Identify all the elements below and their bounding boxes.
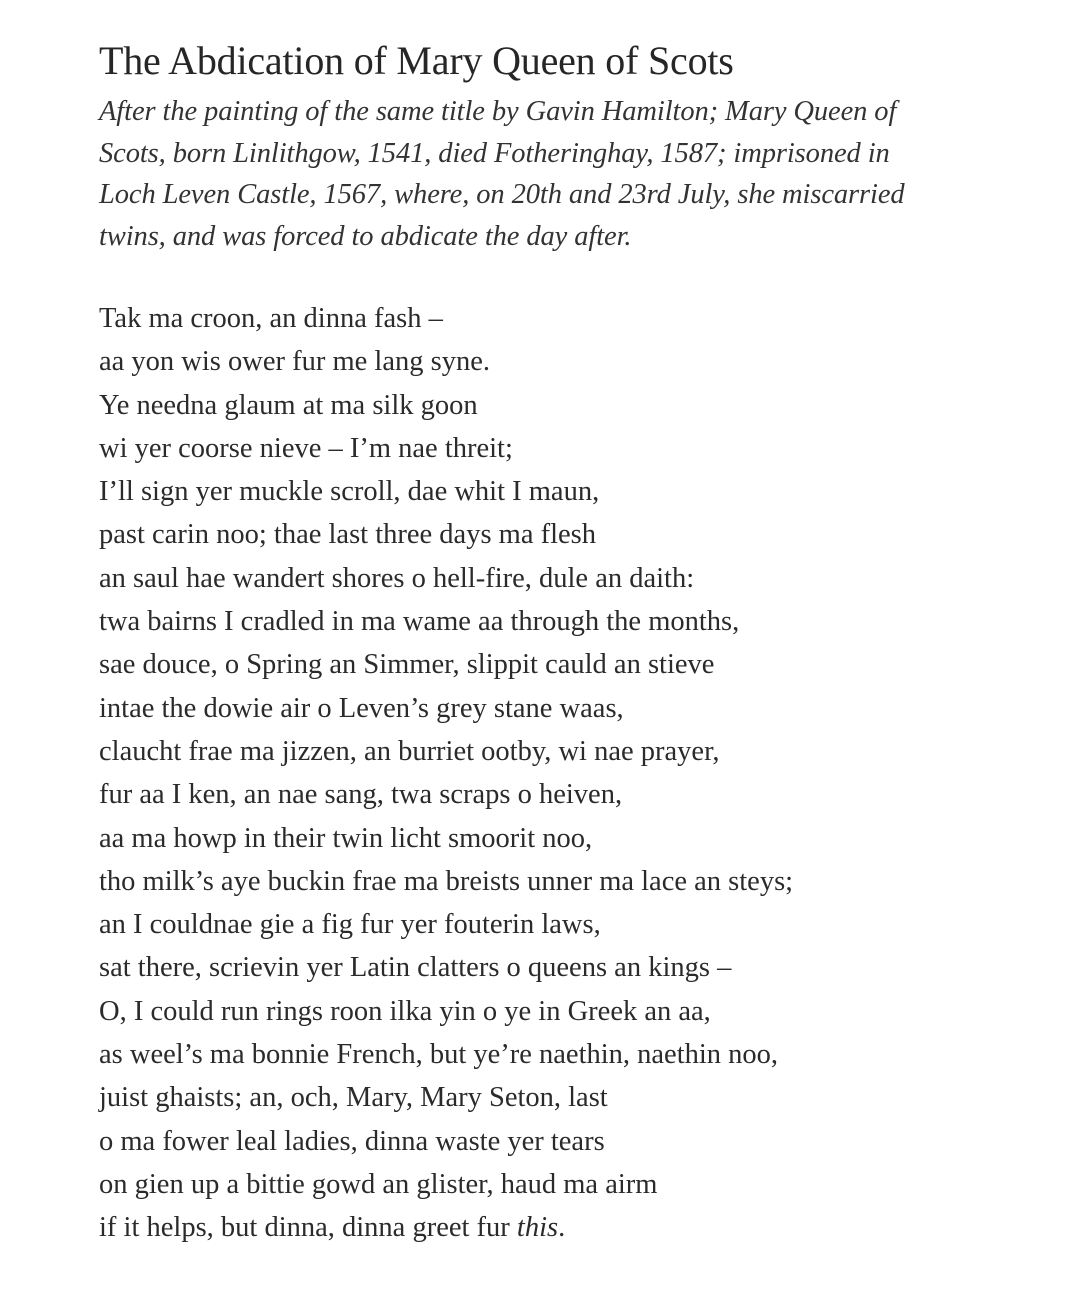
- verse-line: aa yon wis ower fur me lang syne.: [99, 346, 490, 378]
- verse-line: past carin noo; thae last three days ma flesh: [99, 519, 596, 551]
- verse-line: juist ghaists; an, och, Mary, Mary Seton, last: [99, 1082, 608, 1114]
- verse-line: Ye needna glaum at ma silk goon: [99, 389, 478, 421]
- epigraph-line: After the painting of the same title by Gavin Hamilton; Mary Queen of: [99, 96, 897, 127]
- poem-title: The Abdication of Mary Queen of Scots: [99, 38, 734, 83]
- verse-line-last: [99, 1206, 1059, 1249]
- poem-page: [99, 36, 1059, 1250]
- last-line-end: .: [558, 1212, 566, 1244]
- epigraph-line: Scots, born Linlithgow, 1541, died Fotheringhay, 1587; imprisoned in: [99, 137, 890, 169]
- verse-line: fur aa I ken, an nae sang, twa scraps o heiven,: [99, 779, 623, 811]
- verse-line: twa bairns I cradled in ma wame aa through the months,: [99, 606, 740, 638]
- verse-line: as weel’s ma bonnie French, but ye’re naethin, naethin noo,: [99, 1039, 779, 1071]
- verse-line: O, I could run rings roon ilka yin o ye in Greek an aa,: [99, 995, 711, 1027]
- verse-line: on gien up a bittie gowd an glister, haud ma airm: [99, 1168, 658, 1200]
- verse-line: intae the dowie air o Leven’s grey stane waas,: [99, 692, 624, 724]
- verse-line: claucht frae ma jizzen, an burriet ootby, wi nae prayer,: [99, 735, 720, 767]
- verse-line: an saul hae wandert shores o hell-fire, dule an daith:: [99, 562, 695, 594]
- epigraph-line: Loch Leven Castle, 1567, where, on 20th and 23rd July, she miscarried: [99, 179, 905, 210]
- verse-line: Tak ma croon, an dinna fash –: [99, 303, 443, 334]
- verse-line: I’ll sign yer muckle scroll, dae whit I maun,: [99, 476, 600, 508]
- epigraph-line: twins, and was forced to abdicate the day after.: [99, 220, 632, 252]
- last-line-emphasis: this: [516, 1212, 559, 1244]
- verse-line: sae douce, o Spring an Simmer, slippit cauld an stieve: [99, 649, 715, 681]
- verse-line: o ma fower leal ladies, dinna waste yer tears: [99, 1125, 605, 1157]
- verse-line: sat there, scrievin yer Latin clatters o queens an kings –: [99, 952, 732, 984]
- verse-line: aa ma howp in their twin licht smoorit noo,: [99, 822, 593, 854]
- poem-stanza: [99, 297, 1059, 1250]
- last-line-text: if it helps, but dinna, dinna greet fur: [99, 1212, 517, 1244]
- verse-line: tho milk’s aye buckin frae ma breists unner ma lace an steys;: [99, 865, 794, 897]
- epigraph: [99, 91, 1059, 257]
- verse-line: an I couldnae gie a fig fur yer fouterin laws,: [99, 909, 601, 941]
- verse-line: wi yer coorse nieve – I’m nae threit;: [99, 432, 513, 464]
